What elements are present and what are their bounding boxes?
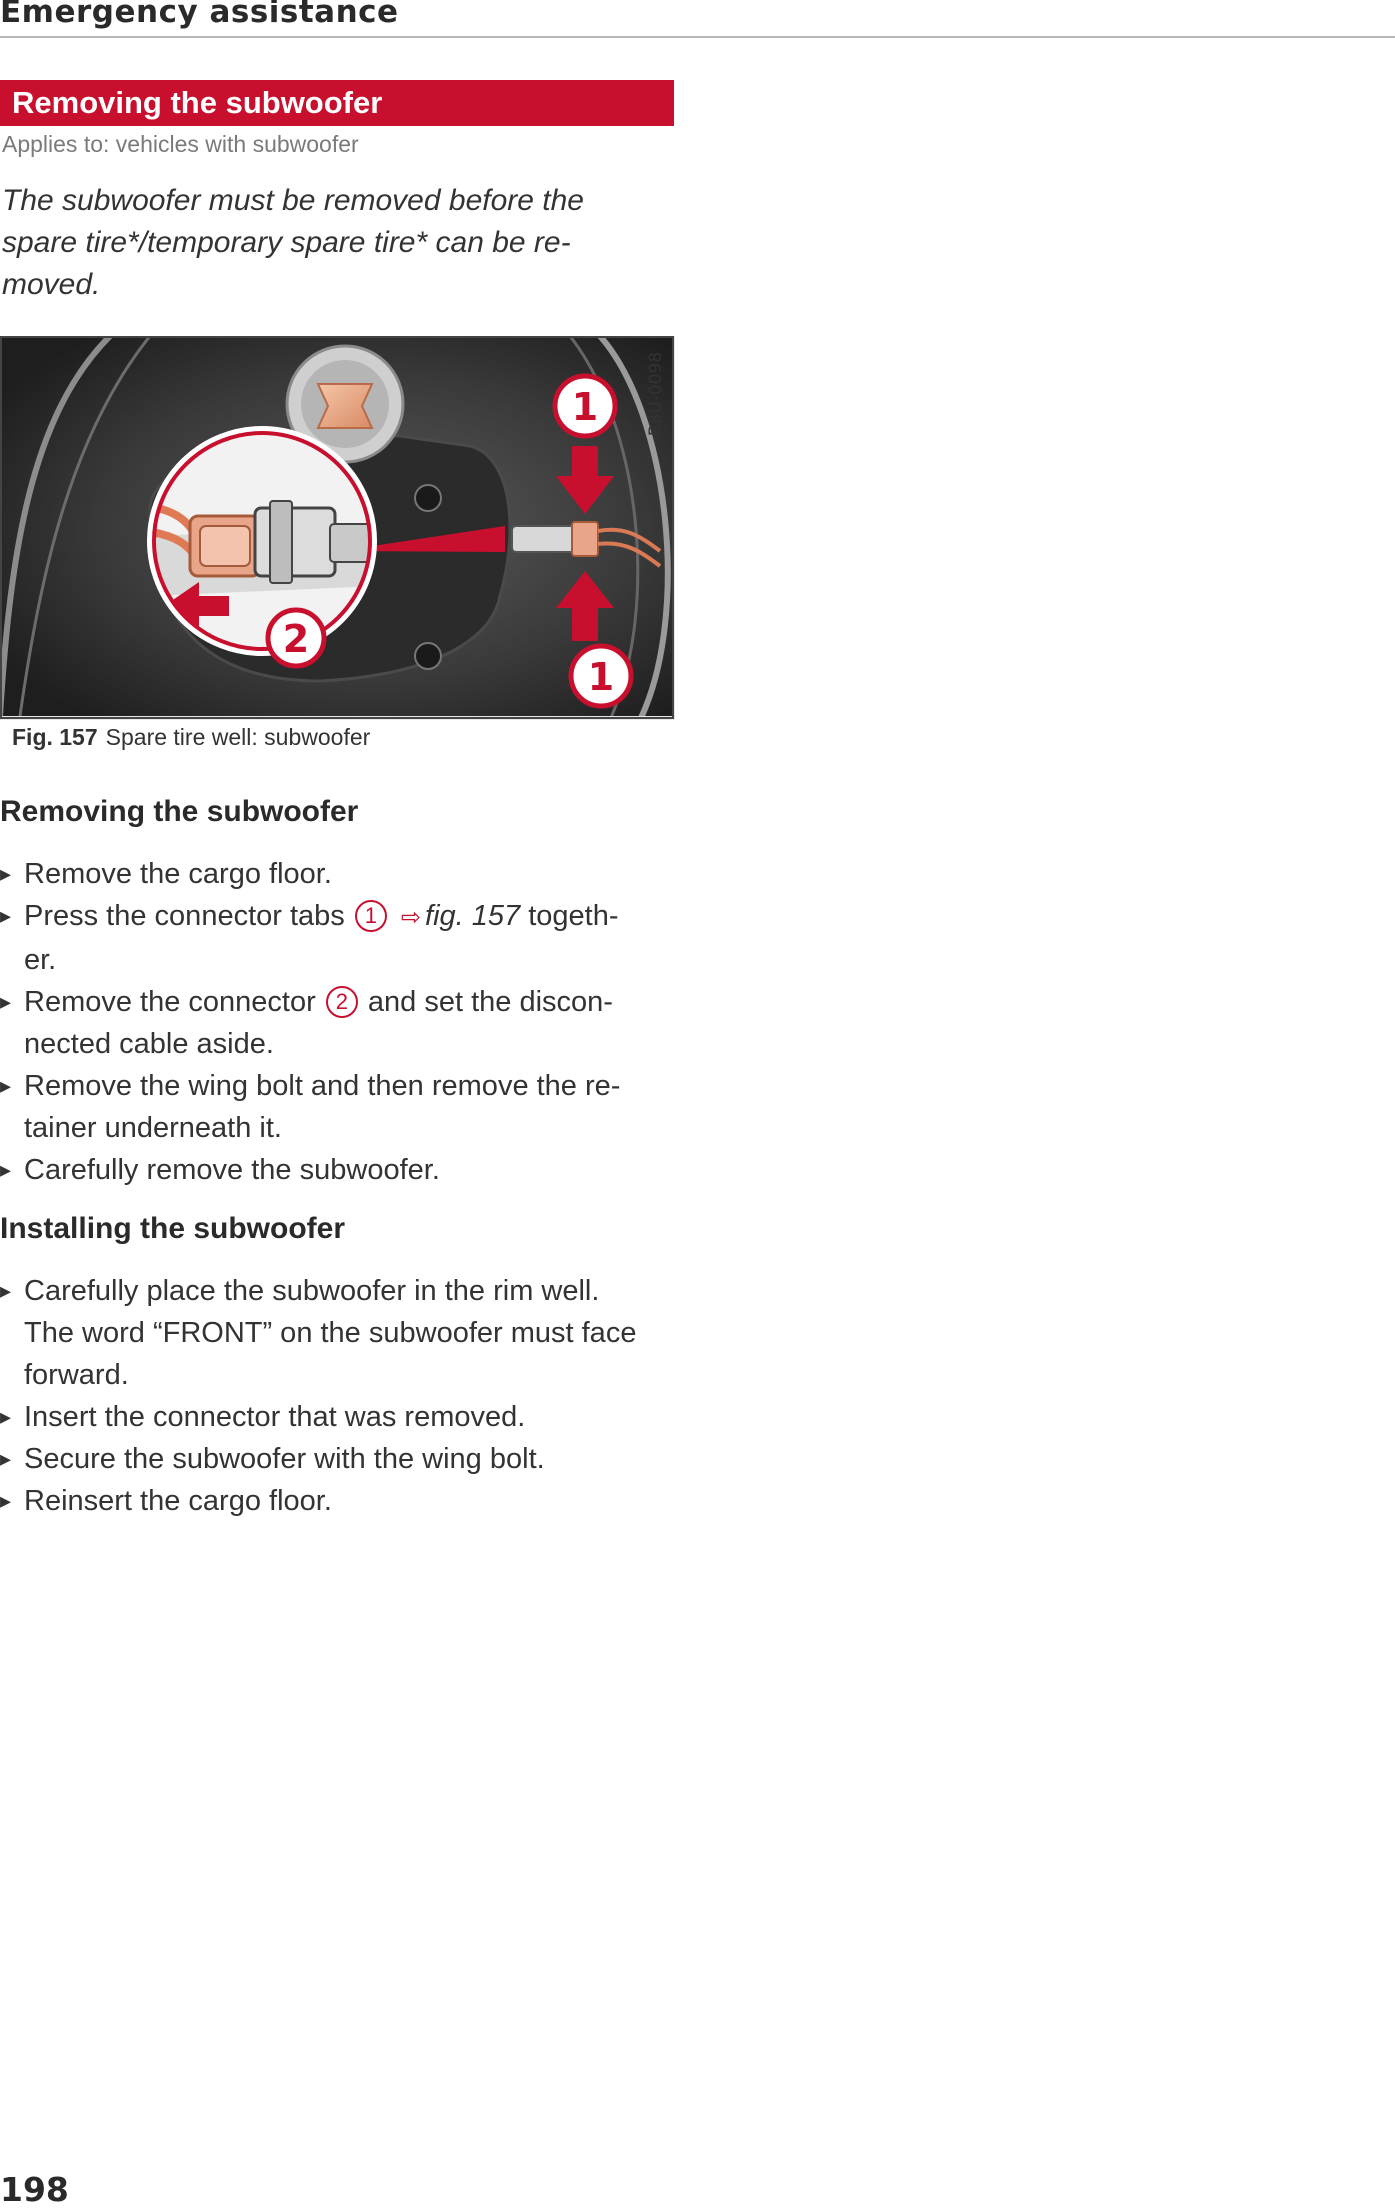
list-item: ▸ Remove the cargo floor. <box>0 853 680 895</box>
list-item: ▸ Remove the wing bolt and then remove the re- tainer underneath it. <box>0 1065 680 1149</box>
header-title: Emergency assistance <box>0 0 399 30</box>
figure-code-text: B8U-0098 <box>646 351 666 437</box>
callout-1-top: 1 <box>571 385 599 429</box>
list-item: ▸ Secure the subwoofer with the wing bolt. <box>0 1438 680 1480</box>
intro-line: The subwoofer must be removed before the <box>2 184 584 217</box>
intro-line: spare tire*/temporary spare tire* can be re- <box>2 226 571 259</box>
figure-reference-link[interactable]: fig. 157 <box>425 900 521 932</box>
intro-paragraph <box>2 180 642 306</box>
removing-heading: Removing the subwoofer <box>0 795 359 828</box>
applies-to-note: Applies to: vehicles with subwoofer <box>2 131 359 157</box>
list-item: ▸ Carefully place the subwoofer in the rim well. The word “FRONT” on the subwoofer must face forward. <box>0 1270 680 1396</box>
callout-2: 2 <box>282 617 310 661</box>
subwoofer-illustration <box>0 336 675 720</box>
callout-1-bottom: 1 <box>587 655 615 699</box>
section-title: Removing the subwoofer <box>12 85 383 120</box>
installing-heading: Installing the subwoofer <box>0 1212 346 1245</box>
caption-label: Fig. 157 <box>12 724 98 750</box>
callout-ref-1: 1 <box>355 900 387 932</box>
figure-157 <box>0 336 675 720</box>
cross-reference-arrow-icon: ⇨ <box>400 904 422 931</box>
callout-ref-2: 2 <box>326 986 358 1018</box>
running-header <box>0 0 1395 38</box>
figure-caption <box>12 724 370 751</box>
page-number: 198 <box>0 2170 69 2209</box>
intro-line: moved. <box>2 268 101 301</box>
list-item: ▸ Carefully remove the subwoofer. <box>0 1149 680 1191</box>
list-item: ▸ Insert the connector that was removed. <box>0 1396 680 1438</box>
figure-code <box>643 346 669 442</box>
list-item: ▸ Remove the connector 2 and set the discon- nected cable aside. <box>0 981 680 1065</box>
list-item: ▸ Press the connector tabs 1 ⇨ fig. 157 togeth- er. <box>0 895 680 981</box>
section-banner <box>0 80 674 126</box>
removing-steps <box>0 853 680 1191</box>
installing-steps <box>0 1270 680 1522</box>
caption-text: Spare tire well: subwoofer <box>105 724 371 750</box>
list-item: ▸ Reinsert the cargo floor. <box>0 1480 680 1522</box>
